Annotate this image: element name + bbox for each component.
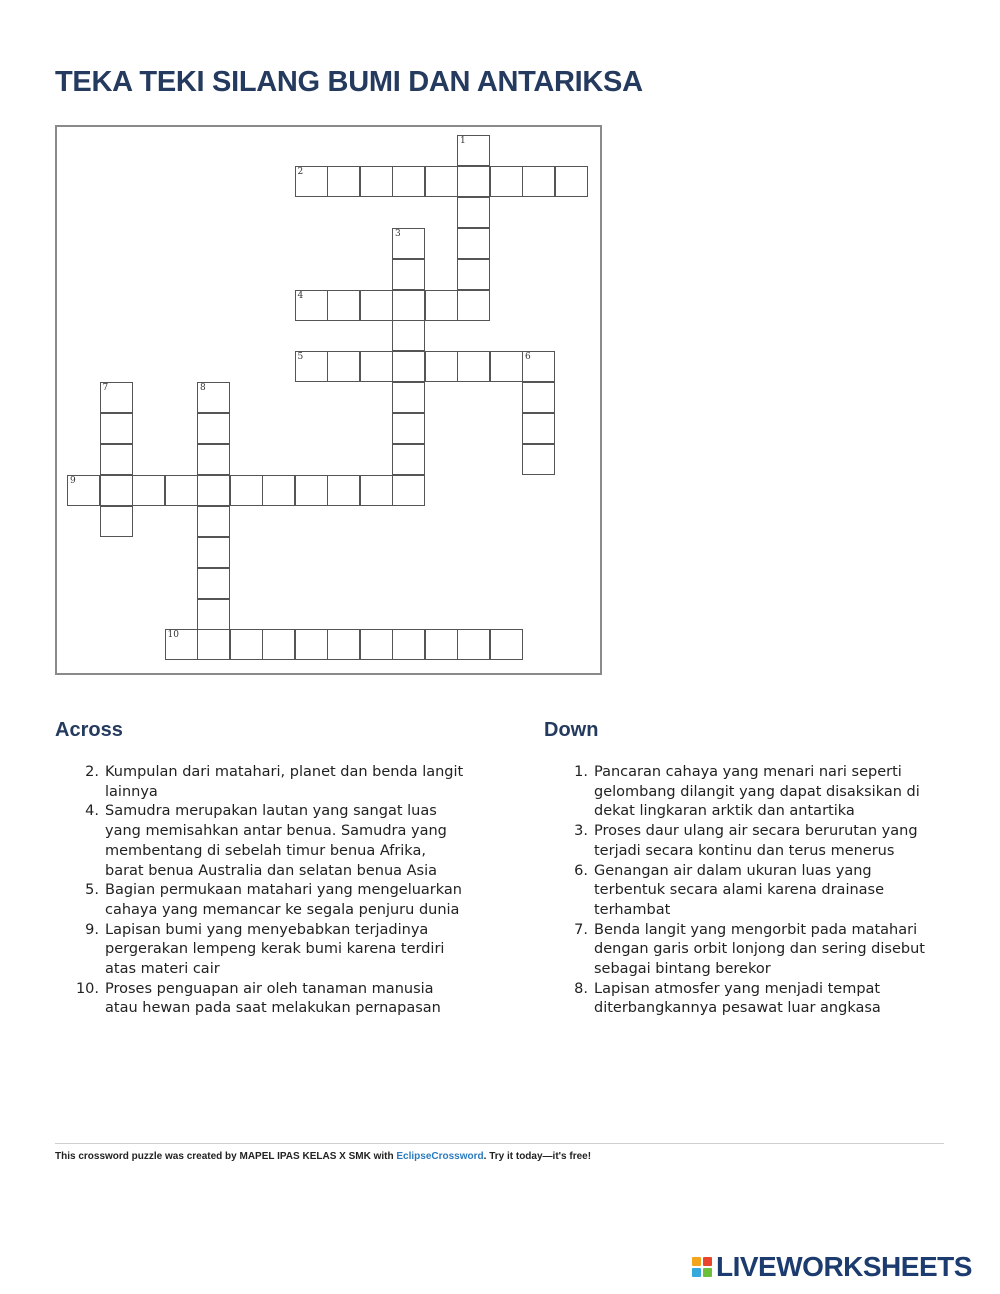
down-clue-3	[544, 822, 944, 861]
crossword-cell[interactable]	[392, 228, 425, 259]
crossword-cell[interactable]	[392, 629, 425, 660]
crossword-cell[interactable]	[360, 290, 393, 321]
clue-text: Proses penguapan air oleh tanaman manusia atau hewan pada saat melakukan pernapasan	[105, 980, 441, 1017]
crossword-cell[interactable]	[425, 629, 458, 660]
cell-number: 10	[167, 630, 179, 641]
crossword-cell[interactable]	[522, 351, 555, 382]
cell-number: 5	[297, 352, 304, 363]
crossword-cell[interactable]	[392, 259, 425, 290]
crossword-cell[interactable]	[262, 629, 295, 660]
clue-number: 9.	[85, 921, 99, 938]
cell-number: 4	[297, 290, 304, 301]
clue-number: 3.	[574, 823, 588, 840]
cell-number: 6	[525, 352, 531, 363]
down-heading: Down	[544, 719, 599, 741]
crossword-cell[interactable]	[165, 629, 198, 660]
crossword-cell[interactable]	[457, 197, 490, 228]
crossword-cell[interactable]	[262, 475, 295, 506]
crossword-cell[interactable]	[132, 475, 165, 506]
down-clue-7	[544, 921, 944, 980]
liveworksheets-brand[interactable]	[692, 1251, 972, 1283]
crossword-cell[interactable]	[392, 444, 425, 475]
clue-number: 10.	[75, 980, 99, 997]
across-clue-5	[55, 881, 465, 920]
logo-square	[703, 1257, 712, 1266]
crossword-cell[interactable]	[360, 166, 393, 197]
crossword-cell[interactable]	[457, 259, 490, 290]
crossword-cell[interactable]	[197, 506, 230, 537]
across-heading: Across	[55, 719, 123, 741]
across-clue-9	[55, 921, 465, 980]
crossword-cell[interactable]	[490, 166, 523, 197]
crossword-cell[interactable]	[100, 506, 133, 537]
across-clue-2	[55, 763, 465, 802]
cell-number: 3	[395, 228, 401, 239]
cell-number: 9	[70, 475, 76, 486]
footer-prefix: This crossword puzzle was created by MAPEL IPAS KELAS X SMK with	[55, 1151, 397, 1162]
crossword-cell[interactable]	[197, 475, 230, 506]
crossword-cell[interactable]	[327, 629, 360, 660]
crossword-cell[interactable]	[295, 290, 328, 321]
crossword-cell[interactable]	[522, 413, 555, 444]
crossword-cell[interactable]	[100, 444, 133, 475]
crossword-cell[interactable]	[555, 166, 588, 197]
crossword-cell[interactable]	[457, 228, 490, 259]
crossword-cell[interactable]	[327, 475, 360, 506]
clue-number: 8.	[574, 980, 588, 997]
crossword-cell[interactable]	[295, 475, 328, 506]
crossword-cell[interactable]	[327, 351, 360, 382]
crossword-cell[interactable]	[197, 599, 230, 630]
down-clue-6	[544, 862, 944, 921]
crossword-cell[interactable]	[392, 166, 425, 197]
clue-text: Kumpulan dari matahari, planet dan benda langit lainnya	[105, 764, 464, 800]
crossword-cell[interactable]	[392, 413, 425, 444]
crossword-cell[interactable]	[522, 444, 555, 475]
clue-number: 1.	[574, 764, 588, 780]
logo-square	[692, 1268, 701, 1277]
clue-text: Bagian permukaan matahari yang mengeluarkan cahaya yang memancar ke segala penjuru dunia	[105, 882, 462, 918]
across-clue-list	[55, 763, 465, 1019]
page-title: TEKA TEKI SILANG BUMI DAN ANTARIKSA	[55, 66, 643, 98]
clue-text: Samudra merupakan lautan yang sangat luas yang memisahkan antar benua. Samudra yang membentang di sebelah timur benua Afrika, barat benua Australia dan selatan benua Asia	[105, 803, 447, 879]
cell-number: 7	[102, 383, 109, 394]
clue-text: Lapisan bumi yang menyebabkan terjadinya pergerakan lempeng kerak bumi karena terdiri atas materi cair	[105, 921, 445, 978]
brand-name: LIVEWORKSHEETS	[716, 1251, 972, 1282]
footer-credit	[55, 1151, 591, 1162]
crossword-cell[interactable]	[490, 351, 523, 382]
crossword-cell[interactable]	[522, 382, 555, 413]
clue-number: 4.	[85, 803, 99, 820]
footer-divider	[55, 1143, 944, 1144]
crossword-cell[interactable]	[295, 629, 328, 660]
crossword-cell[interactable]	[197, 413, 230, 444]
down-clue-list	[544, 763, 944, 1019]
logo-square	[692, 1257, 701, 1266]
crossword-cell[interactable]	[197, 629, 230, 660]
clue-text: Benda langit yang mengorbit pada matahari dengan garis orbit lonjong dan sering disebut sebagai bintang berekor	[594, 921, 925, 978]
clue-text: Pancaran cahaya yang menari nari seperti gelombang dilangit yang dapat disaksikan di dekat lingkaran arktik dan antartika	[594, 764, 920, 820]
crossword-cell[interactable]	[425, 290, 458, 321]
clue-text: Genangan air dalam ukuran luas yang terbentuk secara alami karena drainase terhambat	[594, 862, 885, 918]
crossword-cell[interactable]	[457, 290, 490, 321]
crossword-cell[interactable]	[197, 568, 230, 599]
across-clue-4	[55, 802, 465, 881]
crossword-cell[interactable]	[425, 166, 458, 197]
footer-suffix: . Try it today—it's free!	[483, 1151, 592, 1162]
crossword-cell[interactable]	[100, 475, 133, 506]
clue-number: 7.	[574, 921, 588, 938]
crossword-cell[interactable]	[197, 382, 230, 413]
clue-number: 5.	[85, 882, 99, 899]
crossword-grid	[55, 125, 602, 675]
crossword-cell[interactable]	[360, 629, 393, 660]
down-clue-1	[544, 763, 944, 822]
crossword-cell[interactable]	[457, 351, 490, 382]
down-clue-8	[544, 980, 944, 1019]
crossword-cell[interactable]	[392, 475, 425, 506]
crossword-cell[interactable]	[392, 382, 425, 413]
crossword-cell[interactable]	[165, 475, 198, 506]
clue-number: 6.	[574, 862, 588, 879]
crossword-cell[interactable]	[360, 351, 393, 382]
crossword-cell[interactable]	[490, 629, 523, 660]
crossword-cell[interactable]	[295, 351, 328, 382]
liveworksheets-logo-icon	[692, 1257, 712, 1277]
crossword-cell[interactable]	[457, 135, 490, 166]
clue-text: Proses daur ulang air secara berurutan yang terjadi secara kontinu dan terus menerus	[594, 823, 918, 859]
crossword-cell[interactable]	[327, 290, 360, 321]
logo-square	[703, 1268, 712, 1277]
across-clue-10	[55, 980, 465, 1019]
crossword-cell[interactable]	[230, 629, 263, 660]
eclipsecrossword-link[interactable]: EclipseCrossword	[396, 1151, 484, 1162]
crossword-cell[interactable]	[392, 290, 425, 321]
crossword-cell[interactable]	[100, 413, 133, 444]
crossword-cell[interactable]	[425, 351, 458, 382]
crossword-cell[interactable]	[457, 166, 490, 197]
crossword-cell[interactable]	[392, 320, 425, 351]
crossword-cell[interactable]	[230, 475, 263, 506]
crossword-cell[interactable]	[295, 166, 328, 197]
cell-number: 1	[460, 136, 466, 146]
crossword-cell[interactable]	[67, 475, 100, 506]
clue-number: 2.	[85, 764, 99, 780]
crossword-cell[interactable]	[522, 166, 555, 197]
crossword-cell[interactable]	[100, 382, 133, 413]
clue-text: Lapisan atmosfer yang menjadi tempat diterbangkannya pesawat luar angkasa	[594, 980, 881, 1017]
crossword-cell[interactable]	[360, 475, 393, 506]
crossword-cell[interactable]	[392, 351, 425, 382]
cell-number: 2	[297, 166, 304, 177]
cell-number: 8	[200, 383, 206, 394]
crossword-cell[interactable]	[457, 629, 490, 660]
crossword-cell[interactable]	[327, 166, 360, 197]
crossword-cell[interactable]	[197, 537, 230, 568]
crossword-cell[interactable]	[197, 444, 230, 475]
